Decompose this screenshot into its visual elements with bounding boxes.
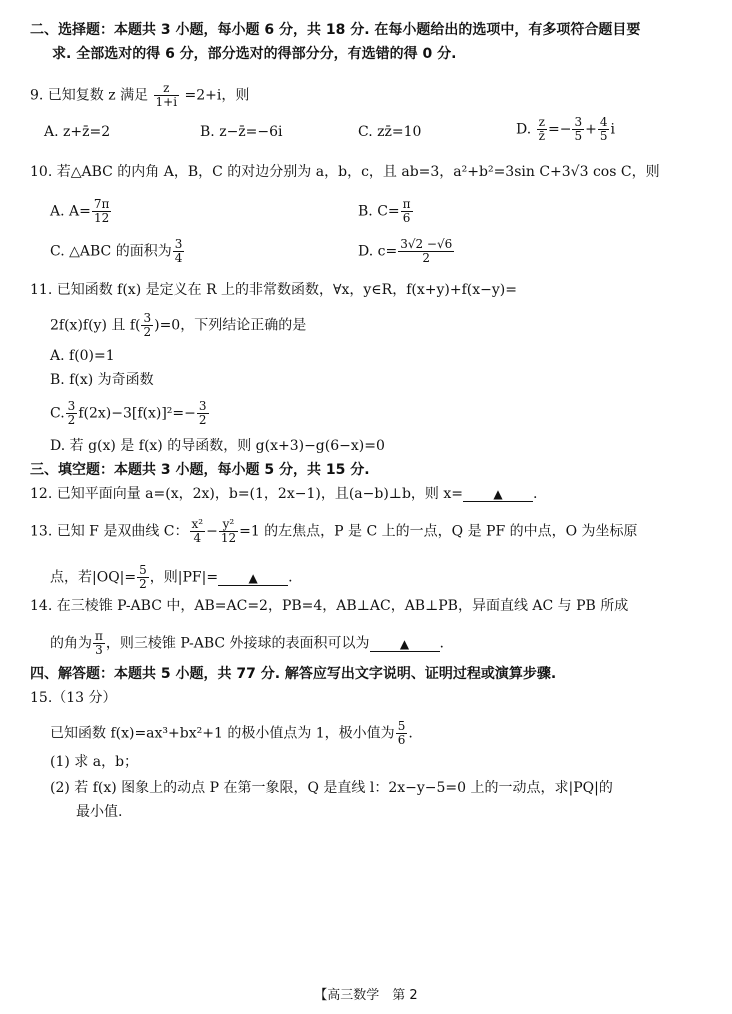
q11-option-c: C. $\frac{3}{2}$ f(2x)−3[f(x)]²=− $\frac{3}{2}$	[50, 399, 207, 427]
q11-option-a: A. f(0)=1	[50, 348, 115, 364]
question-15-heading: 15.（13 分）	[30, 690, 117, 706]
q10-option-b: B. C= $\frac{\pi}{6}$	[358, 197, 411, 225]
q12-answer-blank[interactable]: ▲	[463, 487, 533, 502]
q10-option-a: A. A= $\frac{7\pi}{12}$	[50, 197, 110, 225]
question-12: 12. 已知平面向量 a=(x，2x)，b=(1，2x−1)，且(a−b)⊥b，则 x= ▲ .	[30, 486, 538, 502]
q9-option-a: A. z+z̄=2	[44, 124, 111, 140]
q10-option-c: C. △ABC 的面积为 $\frac{3}{4}$	[50, 237, 183, 265]
q10-option-d: D. c= $\frac{3√2 -√6}{2}$	[358, 237, 453, 265]
section-2-instructions: 求. 全部选对的得 6 分，部分选对的得部分分，有选错的得 0 分.	[52, 46, 457, 62]
q9-option-b: B. z−z̄=−6i	[200, 124, 283, 140]
question-9-stem	[30, 82, 249, 109]
question-14-line-2: 的角为 $\frac{\pi}{3}$ ，则三棱锥 P-ABC 外接球的表面积可以为 ▲ .	[50, 629, 444, 657]
q11-option-d: D. 若 g(x) 是 f(x) 的导函数，则 g(x+3)−g(6−x)=0	[50, 438, 385, 454]
section-2-title: 二、选择题：本题共 3 小题，每小题 6 分，共 18 分. 在每小题给出的选项中，有多项符合题目要	[30, 22, 641, 38]
question-11-line-1: 11. 已知函数 f(x) 是定义在 R 上的非常数函数，∀x，y∈R，f(x+y)+f(x−y)=	[30, 282, 517, 298]
question-15-part-2-line-1: (2) 若 f(x) 图象上的动点 P 在第一象限，Q 是直线 l：2x−y−5=0 上的一动点，求|PQ|的	[50, 780, 613, 796]
q9-lead: 9. 已知复数 z 满足	[30, 87, 149, 104]
question-14-line-1: 14. 在三棱锥 P-ABC 中，AB=AC=2，PB=4，AB⊥AC，AB⊥PB，异面直线 AC 与 PB 所成	[30, 598, 629, 614]
q11-option-b: B. f(x) 为奇函数	[50, 372, 154, 388]
section-3-title: 三、填空题：本题共 3 小题，每小题 5 分，共 15 分.	[30, 462, 370, 478]
question-10-stem: 10. 若△ABC 的内角 A，B，C 的对边分别为 a，b，c，且 ab=3，a²+b²=3sin C+3√3 cos C，则	[30, 164, 660, 180]
question-11-line-2: 2f(x)f(y) 且 f( $\frac{3}{2}$ )=0，下列结论正确的是	[50, 311, 307, 339]
question-13-line-1: 13. 已知 F 是双曲线 C： $\frac{\text{x²}}{4}$ − $\frac{\text{y²}}{12}$ =1 的左焦点，P 是 C 上的一点，Q 是 PF 的中点，O 为坐标原	[30, 517, 638, 545]
q9-option-d: D. $\frac{z}{z̄}$ =− $\frac{3}{5}$ + $\frac{4}{5}$ i	[516, 115, 615, 143]
q13-answer-blank[interactable]: ▲	[218, 571, 288, 586]
section-4-title: 四、解答题：本题共 5 小题，共 77 分. 解答应写出文字说明、证明过程或演算步骤.	[30, 666, 557, 682]
q14-answer-blank[interactable]: ▲	[370, 637, 440, 652]
q9-option-c: C. zz̄=10	[358, 124, 422, 140]
page-footer: 【高三数学 第 2	[314, 988, 418, 1003]
question-15-part-1: (1) 求 a，b；	[50, 754, 139, 770]
question-15-part-2-line-2: 最小值.	[76, 804, 123, 820]
question-13-line-2: 点，若|OQ|= $\frac{5}{2}$ ，则|PF|= ▲ .	[50, 563, 293, 591]
question-15-stem: 已知函数 f(x)=ax³+bx²+1 的极小值点为 1，极小值为 $\frac{5}{6}$ .	[50, 719, 413, 747]
q9-fraction: $\frac{z}{1+i}$	[155, 81, 178, 109]
q9-tail: =2+i，则	[184, 87, 250, 104]
